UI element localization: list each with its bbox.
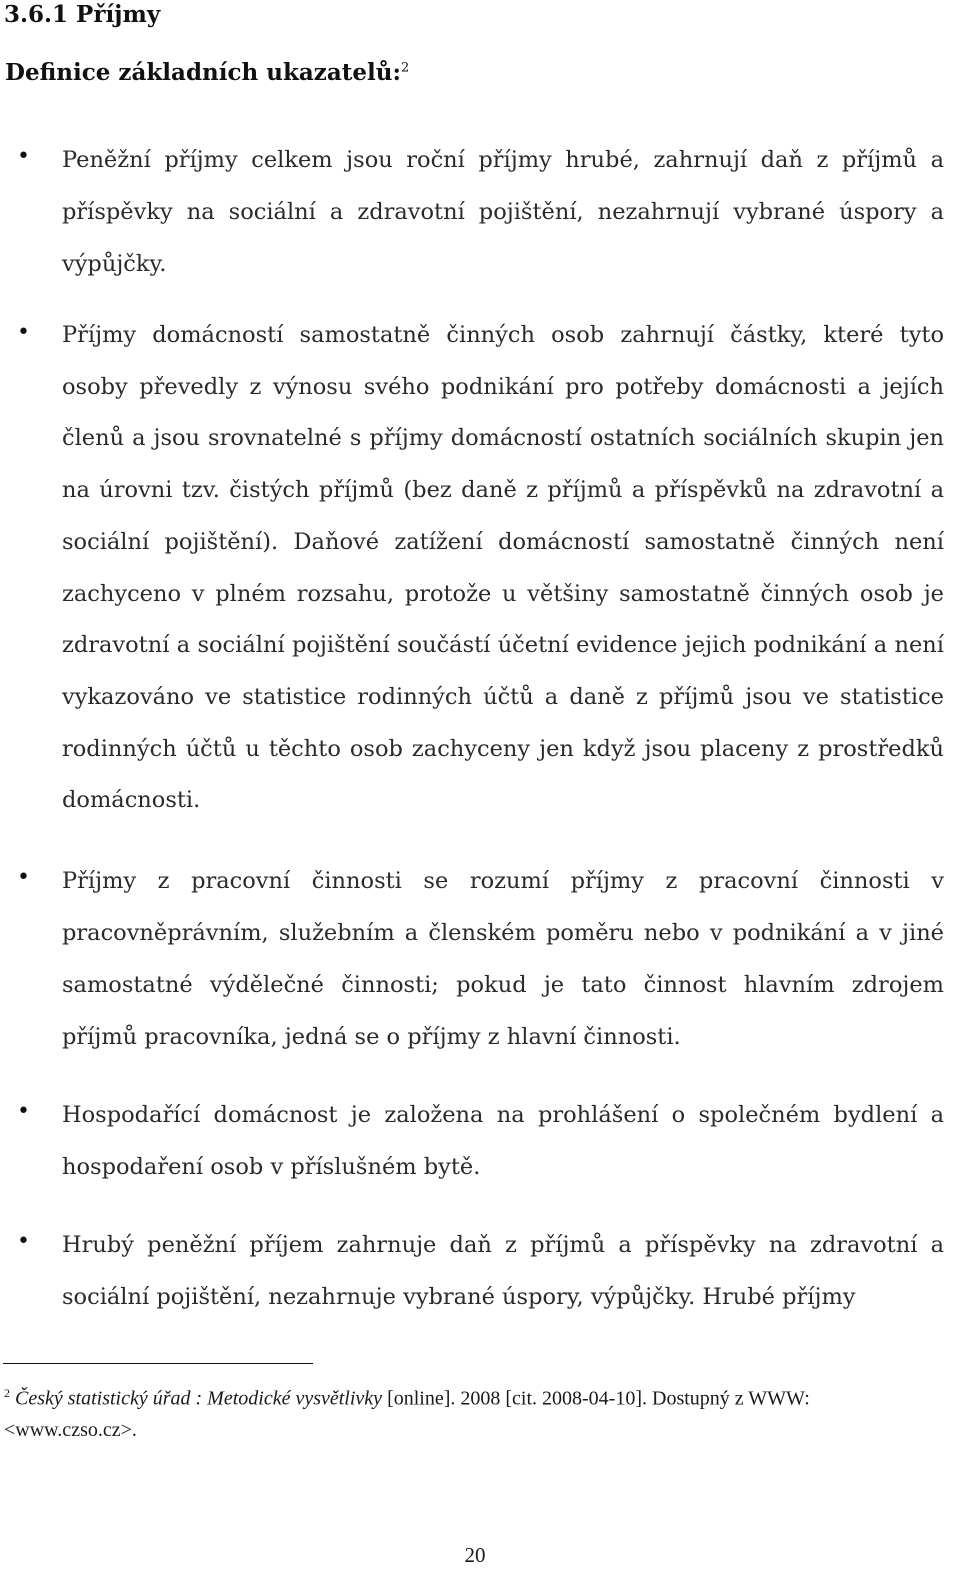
bullet-icon: •	[17, 1229, 30, 1254]
definition-item-gross-income: Hrubý peněžní příjem zahrnuje daň z příjmů a příspěvky na zdravotní a sociální pojištění, nezahrnuje vybrané úspory, výpůjčky. Hrubé příjmy	[62, 1232, 944, 1310]
footnote-citation: [online]. 2008 [cit. 2008-04-10]. Dostupný z WWW: <www.czso.cz>.	[4, 1387, 810, 1441]
footnote-number: 2	[4, 1386, 10, 1400]
definitions-heading	[5, 59, 409, 86]
footnote-reference: 2	[400, 60, 410, 76]
bullet-icon: •	[17, 144, 30, 169]
footnote-source: Český statistický úřad : Metodické vysvětlivky	[15, 1387, 383, 1410]
definition-item-work-income: Příjmy z pracovní činnosti se rozumí příjmy z pracovní činnosti v pracovněprávním, služebním a členském poměru nebo v podnikání a v jiné samostatné výdělečné činnosti; pokud je tato činnost hlavním zdrojem příjmů pracovníka, jedná se o příjmy z hlavní činnosti.	[62, 868, 944, 1050]
page-number: 20	[464, 1543, 486, 1567]
footnote-separator	[3, 1363, 313, 1364]
bullet-icon: •	[17, 320, 30, 345]
definition-item-self-employed-income: Příjmy domácností samostatně činných osob zahrnují částky, které tyto osoby převedly z výnosu svého podnikání pro potřeby domácnosti a jejích členů a jsou srovnatelné s příjmy domácností ostatních sociálních skupin jen na úrovni tzv. čistých příjmů (bez daně z příjmů a příspěvků na zdravotní a sociální pojištění). Daňové zatížení domácností samostatně činných není zachyceno v plném rozsahu, protože u většiny samostatně činných osob je zdravotní a sociální pojištění součástí účetní evidence jejich podnikání a není vykazováno ve statistice rodinných účtů a daně z příjmů jsou ve statistice rodinných účtů u těchto osob zachyceny jen když jsou placeny z prostředků domácnosti.	[62, 322, 944, 814]
definitions-heading-text: Definice základních ukazatelů:	[5, 59, 401, 86]
bullet-icon: •	[17, 1099, 30, 1124]
definition-item-monetary-income: Peněžní příjmy celkem jsou roční příjmy hrubé, zahrnují daň z příjmů a příspěvky na sociální a zdravotní pojištění, nezahrnují vybrané úspory a výpůjčky.	[62, 147, 944, 277]
footnote	[4, 1378, 944, 1446]
definition-item-household: Hospodařící domácnost je založena na prohlášení o společném bydlení a hospodaření osob v příslušném bytě.	[62, 1102, 944, 1180]
bullet-icon: •	[17, 865, 30, 890]
section-heading: 3.6.1 Příjmy	[4, 1, 161, 28]
